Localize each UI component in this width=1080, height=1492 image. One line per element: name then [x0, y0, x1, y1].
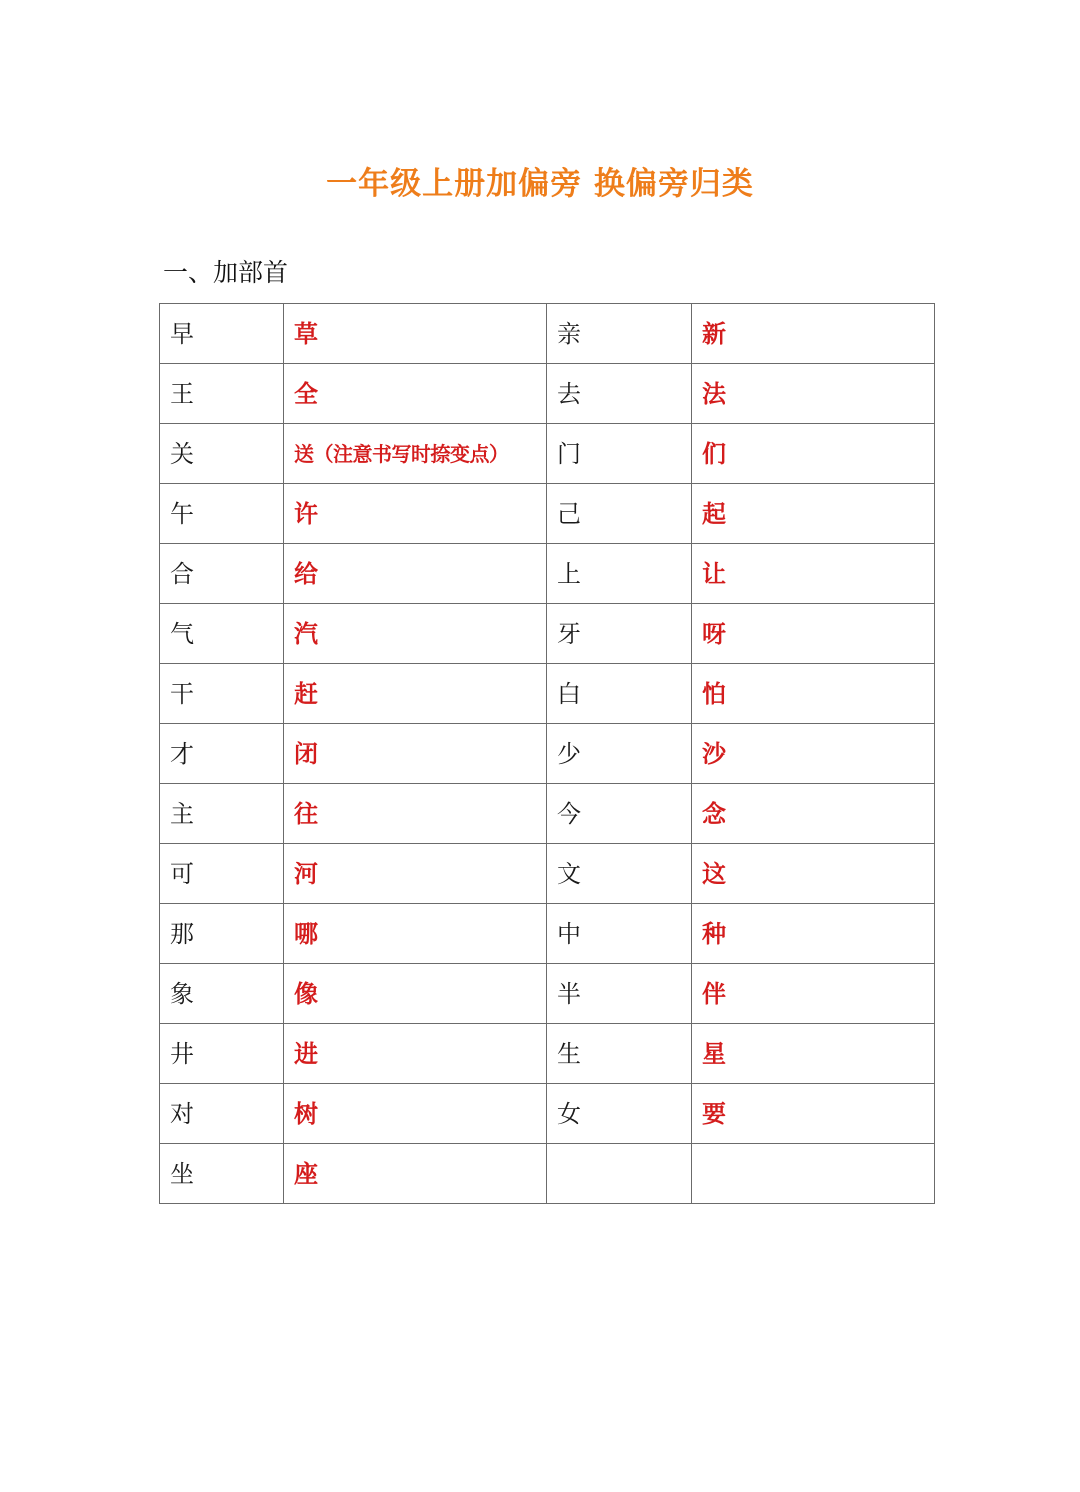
table-row [160, 784, 935, 844]
table-row [160, 544, 935, 604]
new-character-cell: 进 [284, 1024, 547, 1084]
base-character-cell: 那 [160, 904, 284, 964]
base-character-cell: 生 [547, 1024, 692, 1084]
table-row [160, 484, 935, 544]
new-character-cell: 们 [692, 424, 935, 484]
table-row [160, 1144, 935, 1204]
new-character-cell: 像 [284, 964, 547, 1024]
base-character-cell: 中 [547, 904, 692, 964]
new-character-cell: 座 [284, 1144, 547, 1204]
table-row [160, 724, 935, 784]
new-character-cell: 给 [284, 544, 547, 604]
new-character-cell: 闭 [284, 724, 547, 784]
table-row [160, 304, 935, 364]
base-character-cell: 气 [160, 604, 284, 664]
new-character-cell: 草 [284, 304, 547, 364]
base-character-cell: 干 [160, 664, 284, 724]
new-character-cell: 种 [692, 904, 935, 964]
section-heading: 一、加部首 [163, 258, 289, 287]
table-row [160, 604, 935, 664]
empty-cell [692, 1144, 935, 1204]
base-character-cell: 己 [547, 484, 692, 544]
base-character-cell: 午 [160, 484, 284, 544]
base-character-cell: 井 [160, 1024, 284, 1084]
new-character-cell: 呀 [692, 604, 935, 664]
base-character-cell: 门 [547, 424, 692, 484]
new-character-cell: 树 [284, 1084, 547, 1144]
new-character-cell: 汽 [284, 604, 547, 664]
page-title: 一年级上册加偏旁 换偏旁归类 [326, 166, 754, 202]
base-character-cell: 王 [160, 364, 284, 424]
new-character-cell: 这 [692, 844, 935, 904]
base-character-cell: 半 [547, 964, 692, 1024]
base-character-cell: 可 [160, 844, 284, 904]
base-character-cell: 对 [160, 1084, 284, 1144]
table-row [160, 904, 935, 964]
new-character-cell: 念 [692, 784, 935, 844]
table-row [160, 1084, 935, 1144]
base-character-cell: 女 [547, 1084, 692, 1144]
base-character-cell: 牙 [547, 604, 692, 664]
base-character-cell: 主 [160, 784, 284, 844]
new-character-cell: 全 [284, 364, 547, 424]
base-character-cell: 合 [160, 544, 284, 604]
base-character-cell: 早 [160, 304, 284, 364]
table-row [160, 424, 935, 484]
new-character-cell-with-note: 送（注意书写时捺变点） [284, 424, 547, 484]
new-character-cell: 法 [692, 364, 935, 424]
table-row [160, 844, 935, 904]
new-character-cell: 怕 [692, 664, 935, 724]
new-character-cell: 河 [284, 844, 547, 904]
table-row [160, 664, 935, 724]
new-character-cell: 哪 [284, 904, 547, 964]
base-character-cell: 关 [160, 424, 284, 484]
base-character-cell: 上 [547, 544, 692, 604]
new-character-cell: 许 [284, 484, 547, 544]
base-character-cell: 白 [547, 664, 692, 724]
new-character-cell: 伴 [692, 964, 935, 1024]
base-character-cell: 少 [547, 724, 692, 784]
new-character-cell: 赶 [284, 664, 547, 724]
new-character-cell: 新 [692, 304, 935, 364]
new-character-cell: 让 [692, 544, 935, 604]
table-row [160, 364, 935, 424]
base-character-cell: 文 [547, 844, 692, 904]
new-character-cell: 起 [692, 484, 935, 544]
base-character-cell: 去 [547, 364, 692, 424]
base-character-cell: 今 [547, 784, 692, 844]
base-character-cell: 亲 [547, 304, 692, 364]
table-row [160, 964, 935, 1024]
new-character-cell: 要 [692, 1084, 935, 1144]
radical-table-body [160, 304, 935, 1204]
new-character-cell: 沙 [692, 724, 935, 784]
table-row [160, 1024, 935, 1084]
radical-table [159, 303, 935, 1204]
base-character-cell: 象 [160, 964, 284, 1024]
new-character-cell: 往 [284, 784, 547, 844]
empty-cell [547, 1144, 692, 1204]
base-character-cell: 才 [160, 724, 284, 784]
new-character-cell: 星 [692, 1024, 935, 1084]
base-character-cell: 坐 [160, 1144, 284, 1204]
